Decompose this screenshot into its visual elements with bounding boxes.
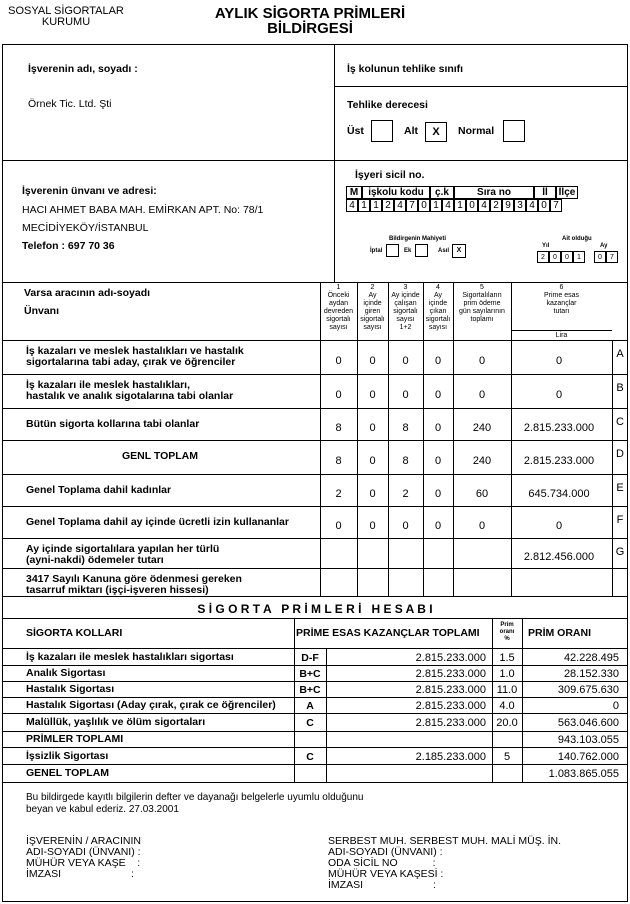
year-digit[interactable]: 2 bbox=[537, 251, 549, 263]
row-code: E bbox=[616, 482, 624, 494]
calc-row-amount: 563.046.600 bbox=[557, 717, 619, 729]
column-header-line: Önceki bbox=[327, 292, 350, 299]
row-code: D bbox=[616, 448, 624, 460]
column-header-line: sigortalı bbox=[326, 316, 351, 323]
calc-header-base: PRİME ESAS KAZANÇLAR TOPLAMI bbox=[296, 627, 480, 639]
calc-row-amount: 28.152.330 bbox=[563, 668, 619, 680]
hazard-lower-label: Alt bbox=[404, 125, 418, 137]
registry-digit[interactable]: 1 bbox=[454, 199, 466, 212]
registry-digit[interactable]: 7 bbox=[406, 199, 418, 212]
cell-c5: 0 bbox=[478, 389, 486, 401]
calc-row-divider bbox=[2, 665, 628, 666]
column-header-line: Ay bbox=[433, 292, 443, 299]
calc-row-code: C bbox=[306, 717, 314, 729]
calc-row-divider bbox=[2, 713, 628, 714]
accountant-sign-line3: ODA SİCİL NO : bbox=[328, 857, 436, 869]
row-label bbox=[26, 346, 244, 368]
cell-c2: 0 bbox=[369, 455, 376, 467]
row-label bbox=[26, 517, 289, 528]
employer-signature-block bbox=[26, 836, 141, 880]
column-header-line: aydan bbox=[328, 300, 349, 307]
cell-c5: 0 bbox=[478, 355, 486, 367]
cell-c6: 0 bbox=[555, 389, 563, 401]
calc-row-rate: 5 bbox=[503, 751, 511, 763]
agency-line1: SOSYAL SİGORTALAR bbox=[8, 5, 124, 17]
nature-original-checkbox[interactable]: X bbox=[452, 244, 466, 258]
calc-row-rate: 11.0 bbox=[496, 684, 518, 696]
column-header-line: Ay bbox=[368, 292, 377, 299]
cell-c2: 0 bbox=[369, 520, 376, 532]
row-label bbox=[0, 451, 320, 462]
intermediary-title-label: Ünvanı bbox=[24, 305, 60, 317]
declaration-line2: beyan ve kabul ederiz. 27.03.2001 bbox=[26, 804, 179, 815]
hazard-class-label: İş kolunun tehlike sınıfı bbox=[347, 63, 464, 75]
employer-address-line2: MECİDİYEKÖY/İSTANBUL bbox=[22, 222, 149, 234]
registry-digit[interactable]: 3 bbox=[514, 199, 526, 212]
col6-header: 6 Prime esas kazançlar tutarı bbox=[511, 284, 612, 316]
registry-header-district: İlçe bbox=[556, 186, 578, 199]
cell-c1: 0 bbox=[335, 355, 342, 367]
row-label-line: İş kazaları ile meslek hastalıkları, bbox=[26, 379, 191, 391]
row-divider bbox=[2, 538, 628, 539]
cell-c6: 2.815.233.000 bbox=[523, 455, 595, 467]
registry-header-seq: Sıra no bbox=[454, 186, 534, 199]
cell-c1: 0 bbox=[335, 389, 342, 401]
cell-c6: 2.815.233.000 bbox=[523, 422, 595, 434]
calc-row-name: GENEL TOPLAM bbox=[26, 767, 110, 779]
cell-c1: 8 bbox=[335, 422, 342, 434]
employer-phone: Telefon : 697 70 36 bbox=[22, 240, 115, 252]
nature-label: Bildirgenin Mahiyeti bbox=[389, 236, 447, 242]
cell-c4: 0 bbox=[434, 488, 442, 500]
hazard-normal-label: Normal bbox=[458, 125, 495, 137]
column-header-line: Ay içinde bbox=[391, 292, 420, 299]
calc-row-base: 2.815.233.000 bbox=[415, 717, 486, 729]
cell-c4: 0 bbox=[434, 422, 442, 434]
declaration-line1: Bu bildirgede kayıtlı bilgilerin defter ve dayanağı belgelerle uyumlu olduğunu bbox=[26, 792, 364, 803]
registry-digit[interactable]: 4 bbox=[478, 199, 490, 212]
cell-c6: 0 bbox=[555, 355, 563, 367]
month-digit[interactable]: 7 bbox=[606, 251, 618, 263]
declaration bbox=[26, 792, 363, 816]
col3-header: 3 Ay içinde çalışan sigortalı sayısı 1+2 bbox=[388, 284, 423, 332]
row-code: G bbox=[615, 546, 625, 558]
calc-header-rate: Prim oranı % bbox=[499, 622, 515, 642]
employer-name-value: Örnek Tic. Ltd. Şti bbox=[28, 98, 112, 110]
employer-sign-line3: MÜHÜR VEYA KAŞE : bbox=[26, 857, 141, 869]
row-code: F bbox=[616, 514, 624, 526]
calc-row-name: Hastalık Sigortası bbox=[26, 683, 115, 695]
row-label bbox=[26, 544, 219, 566]
hazard-normal-checkbox[interactable] bbox=[503, 120, 525, 142]
registry-digit[interactable]: 0 bbox=[538, 199, 550, 212]
hazard-lower-checkbox[interactable]: X bbox=[425, 122, 447, 142]
cell-c2: 0 bbox=[369, 355, 376, 367]
calc-row-code: A bbox=[306, 700, 314, 712]
calc-row-rate: 1.5 bbox=[499, 652, 515, 664]
column-header-line: devreden bbox=[323, 308, 354, 315]
row-divider bbox=[2, 440, 628, 441]
registry-header-industry: işkolu kodu bbox=[362, 186, 430, 199]
agency-line2: KURUMU bbox=[41, 16, 91, 28]
cell-c3: 8 bbox=[402, 422, 409, 434]
calc-row-amount: 943.103.055 bbox=[557, 734, 619, 746]
column-header-line: sigortalı bbox=[425, 316, 451, 323]
calc-row-divider bbox=[2, 747, 628, 748]
column-header-line: toplamı bbox=[470, 316, 494, 323]
title-line2: BİLDİRGESİ bbox=[267, 20, 353, 37]
period-label: Ait olduğu bbox=[562, 236, 592, 242]
registry-digit[interactable]: 1 bbox=[358, 199, 370, 212]
column-header-line: Sigortalıların bbox=[462, 292, 502, 299]
registry-digit[interactable]: 2 bbox=[490, 199, 502, 212]
calc-title: S İ G O R T A P R İ M L E R İ H E S A B I bbox=[197, 602, 433, 616]
hazard-upper-label: Üst bbox=[347, 125, 364, 137]
employer-sign-line1: İŞVERENİN / ARACININ bbox=[26, 835, 141, 847]
employer-title-address-label: İşverenin ünvanı ve adresi: bbox=[22, 185, 157, 197]
column-header-line: giren bbox=[364, 308, 381, 315]
row-label bbox=[26, 574, 242, 596]
column-header-line: Prime esas bbox=[543, 292, 579, 299]
calc-row-amount: 1.083.865.055 bbox=[548, 768, 619, 780]
accountant-signature-block bbox=[328, 836, 561, 891]
cell-c3: 2 bbox=[402, 488, 409, 500]
agency-name bbox=[6, 6, 126, 28]
column-header-line: sigortalı bbox=[360, 316, 385, 323]
row-label-line: Bütün sigorta kollarına tabi olanlar bbox=[26, 418, 200, 430]
column-header-line: içinde bbox=[428, 300, 448, 307]
cell-c3: 8 bbox=[402, 455, 409, 467]
row-divider bbox=[2, 408, 628, 409]
row-divider bbox=[2, 474, 628, 475]
hazard-upper-checkbox[interactable] bbox=[371, 120, 393, 142]
row-code: A bbox=[616, 348, 624, 360]
registry-digit[interactable]: 9 bbox=[502, 199, 514, 212]
column-header-line: sayısı bbox=[329, 324, 348, 331]
cell-c3: 0 bbox=[402, 389, 409, 401]
row-label-line: hastalık ve analık sigotalarına tabi olanlar bbox=[26, 390, 234, 402]
cell-c1: 8 bbox=[335, 455, 342, 467]
calc-row-name: Malüllük, yaşlılık ve ölüm sigortaları bbox=[26, 716, 206, 728]
employer-address-line1: HACI AHMET BABA MAH. EMİRKAN APT. No: 78/1 bbox=[22, 204, 264, 216]
accountant-sign-line1: SERBEST MUH. SERBEST MUH. MALİ MÜŞ. İN. bbox=[328, 835, 561, 847]
cell-c2: 0 bbox=[369, 389, 376, 401]
row-label-line: tasarruf miktarı (işçi-işveren hissesi) bbox=[26, 584, 209, 596]
calc-row-name: İş kazaları ile meslek hastalıkları sigortası bbox=[26, 651, 234, 663]
calc-row-code: B+C bbox=[299, 684, 321, 696]
calc-row-base: 2.815.233.000 bbox=[415, 684, 486, 696]
month-label: Ay bbox=[600, 243, 608, 249]
row-label-line: sigortalarına tabi aday, çırak ve öğrenciler bbox=[26, 356, 236, 368]
row-label bbox=[26, 419, 199, 430]
cell-c5: 0 bbox=[478, 520, 486, 532]
cell-c2: 0 bbox=[369, 488, 376, 500]
cell-c4: 0 bbox=[434, 355, 442, 367]
row-divider bbox=[2, 506, 628, 507]
page-title bbox=[180, 6, 440, 36]
registry-digit[interactable]: 7 bbox=[550, 199, 562, 212]
cell-c5: 240 bbox=[472, 455, 492, 467]
year-digit[interactable]: 1 bbox=[573, 251, 585, 263]
column-header-line: prim ödeme bbox=[463, 300, 501, 307]
row-label bbox=[26, 485, 171, 496]
month-digit[interactable]: 0 bbox=[594, 251, 606, 263]
nature-original-label: Asıl bbox=[438, 248, 450, 254]
column-header-line: sayısı bbox=[363, 324, 382, 331]
column-header-line: sigortalı bbox=[393, 308, 418, 315]
calc-row-rate: 1.0 bbox=[499, 668, 515, 680]
column-header-line: sayısı bbox=[428, 324, 448, 331]
cell-c4: 0 bbox=[434, 455, 442, 467]
column-header-line: çalışan bbox=[394, 300, 417, 307]
col5-header: 5 Sigortalıların prim ödeme gün sayılarının toplamı bbox=[453, 284, 511, 324]
accountant-sign-line5: İMZASI : bbox=[328, 879, 436, 891]
cell-c6: 0 bbox=[555, 520, 563, 532]
calc-row-name: Hastalık Sigortası (Aday çırak, çırak ce öğrenciler) bbox=[26, 699, 276, 711]
nature-cancel-label: İptal bbox=[370, 248, 383, 254]
row-label-line: Genel Toplama dahil kadınlar bbox=[26, 484, 172, 496]
registry-header-ck: ç.k bbox=[430, 186, 454, 199]
intermediary-label: Varsa aracının adı-soyadı bbox=[24, 287, 151, 299]
row-code: B bbox=[616, 382, 624, 394]
calc-row-rate: 20.0 bbox=[496, 717, 518, 729]
cell-c3: 0 bbox=[402, 520, 409, 532]
registry-label: İşyeri sicil no. bbox=[355, 169, 425, 181]
calc-row-amount: 309.675.630 bbox=[557, 684, 619, 696]
registry-digit[interactable]: 0 bbox=[466, 199, 478, 212]
registry-digit[interactable]: 4 bbox=[394, 199, 406, 212]
accountant-sign-line2: ADI-SOYADI (ÜNVANI) : bbox=[328, 846, 443, 858]
calc-row-divider bbox=[2, 731, 628, 732]
cell-c1: 0 bbox=[335, 520, 342, 532]
calc-row-base: 2.815.233.000 bbox=[415, 652, 486, 664]
cell-c6: 2.812.456.000 bbox=[523, 551, 595, 563]
calc-row-divider bbox=[2, 681, 628, 682]
employer-name-label: İşverenin adı, soyadı : bbox=[28, 63, 138, 75]
employer-sign-line2: ADI-SOYADI (ÜNVANI) : bbox=[26, 846, 141, 858]
calc-header-branches: SİGORTA KOLLARI bbox=[26, 627, 123, 639]
calc-row-code: D-F bbox=[301, 652, 319, 664]
registry-digit[interactable]: 0 bbox=[418, 199, 430, 212]
registry-header-province: İl bbox=[534, 186, 556, 199]
calc-row-base: 2.815.233.000 bbox=[415, 668, 486, 680]
registry-digit[interactable]: 4 bbox=[526, 199, 538, 212]
calc-row-base: 2.185.233.000 bbox=[415, 751, 486, 763]
title-line1: AYLIK SİGORTA PRİMLERİ bbox=[214, 5, 406, 22]
cell-c2: 0 bbox=[369, 422, 376, 434]
col1-header: 1 Önceki aydan devreden sigortalı sayısı bbox=[320, 284, 357, 332]
row-divider bbox=[2, 568, 628, 569]
employer-sign-line4: İMZASI : bbox=[26, 868, 134, 880]
calc-row-name: Analık Sigortası bbox=[26, 667, 106, 679]
year-digit[interactable]: 0 bbox=[549, 251, 561, 263]
row-label-line: Genel Toplama dahil ay içinde ücretli izin kullananlar bbox=[26, 516, 289, 528]
cell-c4: 0 bbox=[434, 520, 442, 532]
col4-header: 4 Ay içinde çıkan sigortalı sayısı bbox=[423, 284, 453, 332]
calc-row-base: 2.815.233.000 bbox=[415, 700, 486, 712]
year-digit[interactable]: 0 bbox=[561, 251, 573, 263]
column-header-line: sayısı bbox=[396, 316, 415, 323]
calc-row-amount: 140.762.000 bbox=[557, 751, 619, 763]
cell-c1: 2 bbox=[335, 488, 342, 500]
cell-c6: 645.734.000 bbox=[528, 488, 590, 500]
row-label-line: 3417 Sayılı Kanuna göre ödenmesi gereken bbox=[26, 573, 242, 585]
calc-row-rate: 4.0 bbox=[499, 700, 515, 712]
calc-row-code: C bbox=[306, 751, 314, 763]
calc-row-name: İşsizlik Sigortası bbox=[26, 750, 109, 762]
row-label-line: Ay içinde sigortalılara yapılan her türlü bbox=[26, 543, 220, 555]
hazard-degree-label: Tehlike derecesi bbox=[347, 99, 428, 111]
registry-digit[interactable]: 1 bbox=[430, 199, 442, 212]
row-label-line: İş kazaları ve meslek hastalıkları ve hastalık bbox=[26, 345, 244, 357]
row-label-line: GENL TOPLAM bbox=[121, 450, 199, 462]
registry-digit[interactable]: 4 bbox=[346, 199, 358, 212]
calc-row-name: PRİMLER TOPLAMI bbox=[26, 733, 124, 745]
col2-header: 2 Ay içinde giren sigortalı sayısı bbox=[357, 284, 388, 332]
calc-row-amount: 42.228.495 bbox=[563, 652, 619, 664]
calc-row-divider bbox=[2, 697, 628, 698]
registry-digit[interactable]: 4 bbox=[442, 199, 454, 212]
column-header-line: içinde bbox=[363, 300, 382, 307]
calc-row-code: B+C bbox=[299, 668, 321, 680]
calc-row-amount: 0 bbox=[612, 700, 619, 712]
cell-c4: 0 bbox=[434, 389, 442, 401]
cell-c5: 240 bbox=[472, 422, 492, 434]
nature-additional-checkbox[interactable] bbox=[415, 244, 428, 257]
registry-digit[interactable]: 2 bbox=[382, 199, 394, 212]
nature-additional-label: Ek bbox=[404, 248, 412, 254]
calc-row-divider bbox=[2, 764, 628, 765]
column-header-line: gün sayılarının bbox=[459, 308, 505, 315]
col6-unit: Lira bbox=[555, 332, 568, 339]
column-header-line: 1+2 bbox=[399, 324, 412, 331]
registry-digit[interactable]: 1 bbox=[370, 199, 382, 212]
year-label: Yıl bbox=[542, 243, 550, 249]
row-code: C bbox=[616, 416, 624, 428]
cell-c3: 0 bbox=[402, 355, 409, 367]
column-header-line: çıkan bbox=[429, 308, 447, 315]
row-divider bbox=[2, 374, 628, 375]
cell-c5: 60 bbox=[475, 488, 489, 500]
accountant-sign-line4: MÜHÜR VEYA KAŞESİ : bbox=[328, 868, 444, 880]
row-label bbox=[26, 380, 233, 402]
calc-header-amount: PRİM ORANI bbox=[528, 627, 591, 639]
column-header-line: tutarı bbox=[553, 308, 570, 315]
row-label-line: (ayni-nakdi) ödemeler tutarı bbox=[26, 554, 164, 566]
column-header-line: kazançlar bbox=[546, 300, 577, 307]
registry-header-m: M bbox=[346, 186, 362, 199]
nature-cancel-checkbox[interactable] bbox=[386, 244, 399, 257]
